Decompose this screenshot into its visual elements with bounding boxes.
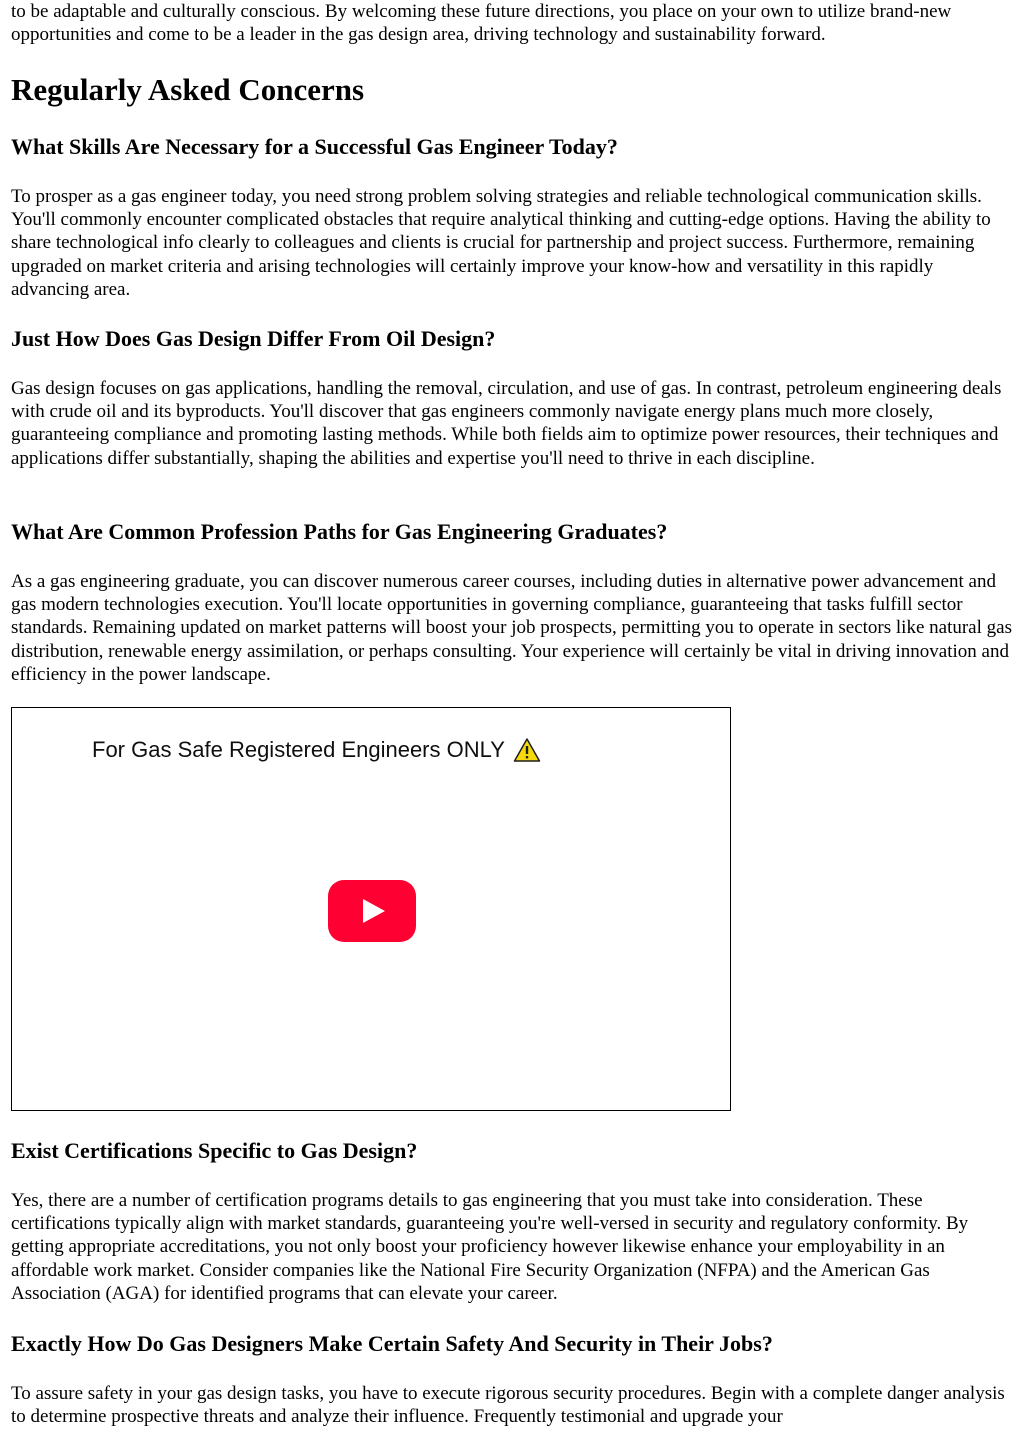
faq-question: Exactly How Do Gas Designers Make Certain Safety And Security in Their Jobs? (11, 1331, 773, 1356)
warning-icon (513, 737, 541, 763)
faq-answer: To assure safety in your gas design tasks, you have to execute rigorous security procedures. Begin with a complete danger analysis to determine prospective threats and analyze their influence. Frequently testimonial and upgrade your (11, 1383, 1005, 1428)
faq-question: Just How Does Gas Design Differ From Oil Design? (11, 326, 496, 351)
video-title-row (92, 736, 541, 764)
faq-answer: As a gas engineering graduate, you can discover numerous career courses, including duties in alternative power advancement and gas modern technologies execution. You'll locate opportunities in governing compliance, guaranteeing that tasks fulfill sector standards. Remaining updated on market patterns will boost your job prospects, permitting you to operate in sectors like natural gas distribution, renewable energy assimilation, or perhaps consulting. Your experience will certainly be vital in driving innovation and efficiency in the power landscape. (11, 571, 1012, 685)
play-icon (328, 880, 416, 942)
faq-question: Exist Certifications Specific to Gas Design? (11, 1138, 418, 1163)
faq-heading: Regularly Asked Concerns (11, 72, 365, 107)
faq-question: What Skills Are Necessary for a Successful Gas Engineer Today? (11, 134, 618, 159)
faq-question: What Are Common Profession Paths for Gas Engineering Graduates? (11, 519, 668, 544)
faq-answer: Yes, there are a number of certification programs details to gas engineering that you must take into consideration. These certifications typically align with market standards, guaranteeing you're well-versed in security and regulatory conformity. By getting appropriate accreditations, you not only boost your proficiency however likewise enhance your employability in an affordable work market. Consider companies like the National Fire Security Organization (NFPA) and the American Gas Association (AGA) for identified programs that can elevate your career. (11, 1190, 969, 1304)
intro-paragraph: to be adaptable and culturally conscious. By welcoming these future directions, you place on your own to utilize brand-new opportunities and come to be a leader in the gas design area, driving technology and sustainability forward. (11, 1, 952, 46)
faq-answer: To prosper as a gas engineer today, you need strong problem solving strategies and reliable technological communication skills. You'll commonly encounter complicated obstacles that require analytical thinking and cutting-edge options. Having the ability to share technological info clearly to colleagues and clients is crucial for partnership and project success. Furthermore, remaining upgraded on market criteria and arising technologies will certainly improve your know-how and versatility in this rapidly advancing area. (11, 186, 991, 300)
play-button[interactable] (328, 880, 416, 942)
faq-answer: Gas design focuses on gas applications, handling the removal, circulation, and use of gas. In contrast, petroleum engineering deals with crude oil and its byproducts. You'll discover that gas engineers commonly navigate energy plans much more closely, guaranteeing compliance and promoting lasting methods. While both fields aim to optimize power resources, their techniques and applications differ substantially, shaping the abilities and expertise you'll need to thrive in each discipline. (11, 378, 1002, 469)
embedded-video[interactable] (11, 707, 731, 1111)
video-title: For Gas Safe Registered Engineers ONLY (92, 737, 505, 762)
